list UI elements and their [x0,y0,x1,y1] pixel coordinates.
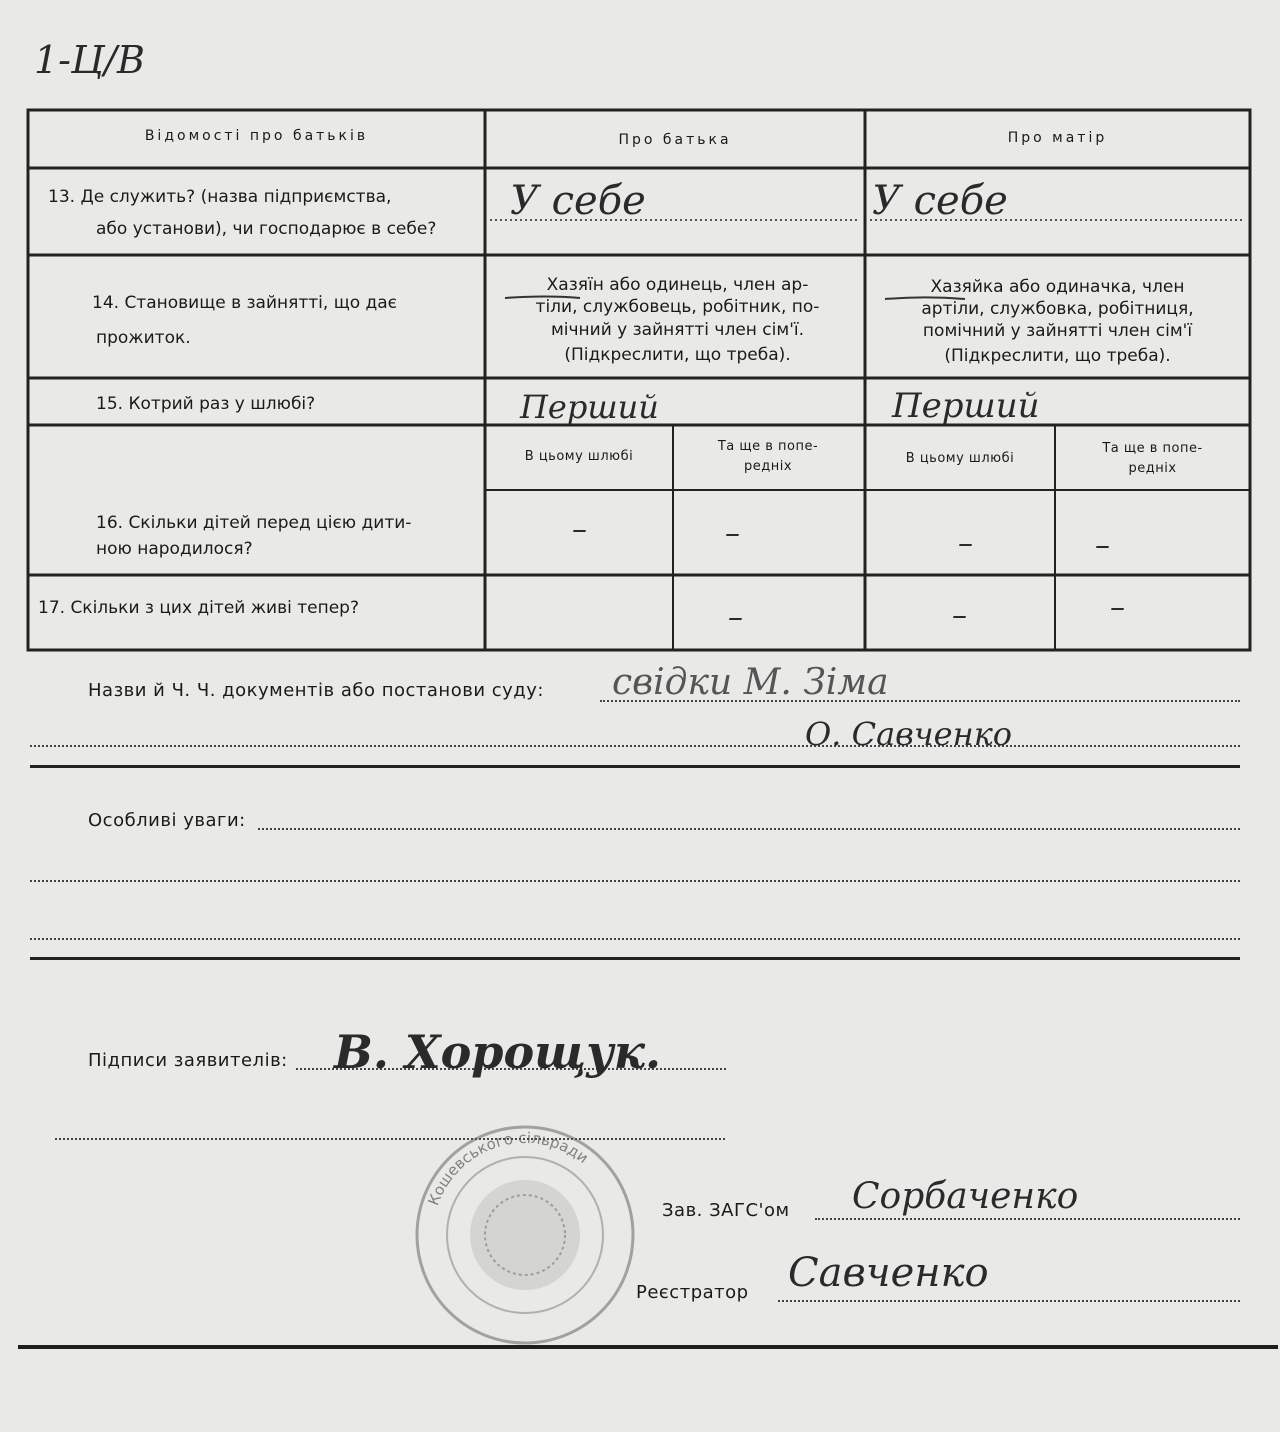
official-stamp [410,1120,640,1350]
row16-father-this-value: – [572,512,587,547]
header-parents-info: Відомості про батьків [144,128,369,144]
applicants-label: Підписи заявителів: [88,1050,288,1071]
row14-father-line3: мічний у зайнятті член сім'ї. [550,320,805,340]
row14-mother-line4: (Підкреслити, що треба). [944,346,1171,366]
documents-witnesses: свідки М. Зіма [612,662,889,703]
row17-question: 17. Скільки з цих дітей живі тепер? [38,598,359,618]
row16-father-prev-line1: Та ще в попе- [717,439,819,454]
row16-father-this-marriage: В цьому шлюбі [524,449,634,464]
remarks-solid-rule [30,957,1240,960]
row13-father-answer: У себе [510,178,646,224]
row13-question-line1: 13. Де служить? (назва підприємства, [48,187,392,207]
row17-mother-this-value: – [952,598,967,633]
row16-father-prev-value: – [725,516,740,551]
row16-father-prev-line2: редніх [743,459,793,474]
row14-father-line1: Хазяїн або одинець, член ар- [546,275,809,295]
header-father: Про батька [618,132,732,148]
bottom-rule [18,1345,1278,1349]
documents-solid-rule [30,765,1240,768]
row16-question-line2: ною народилося? [96,539,253,559]
underline-marks [0,0,1280,420]
row15-father-answer: Перший [520,388,659,426]
row16-question-line1: 16. Скільки дітей перед цією дити- [96,513,412,533]
row16-mother-prev-line1: Та ще в попе- [1102,441,1203,456]
row17-father-prev-value: – [728,600,743,635]
registrar-dotted-line [778,1300,1240,1302]
remarks-dotted-line-1 [258,828,1240,830]
documents-dotted-line-2 [30,745,1240,747]
row15-mother-answer: Перший [892,386,1040,426]
head-zags-label: Зав. ЗАГС'ом [662,1200,790,1221]
row15-question: 15. Котрий раз у шлюбі? [96,394,316,414]
header-mother: Про матір [1007,130,1108,146]
registrar-label: Реєстратор [636,1282,749,1303]
row14-question-line1: 14. Становище в зайнятті, що дає [92,293,398,313]
row17-mother-prev-value: – [1110,590,1125,625]
row16-mother-this-marriage: В цьому шлюбі [905,451,1015,466]
row16-mother-prev-value: – [1095,528,1110,563]
documents-witness-2: О. Савченко [805,715,1013,753]
row14-question-line2: прожиток. [96,328,191,348]
row13-question-line2: або установи), чи господарює в себе? [96,219,437,239]
row13-mother-answer: У себе [872,178,1008,224]
svg-text:Кошевського сільради: Кошевського сільради [424,1128,592,1208]
row14-mother-line3: помічний у зайнятті член сім'ї [922,321,1193,341]
corner-note: 1-Ц/В [34,38,145,82]
applicants-signature: В. Хорощук. [334,1025,661,1079]
row14-mother-line2: артіли, службовка, робітниця, [921,299,1194,319]
head-zags-dotted-line [815,1218,1240,1220]
documents-label: Назви й Ч. Ч. документів або постанови суду: [88,680,544,701]
remarks-dotted-line-2 [30,880,1240,882]
row14-father-line4: (Підкреслити, що треба). [564,345,791,365]
row14-mother-line1: Хазяйка або одиначка, член [930,277,1185,297]
row16-mother-prev-line2: редніх [1128,461,1177,476]
remarks-label: Особливі уваги: [88,810,246,831]
row14-father-line2: тіли, службовець, робітник, по- [535,297,820,317]
registrar-signature: Савченко [788,1250,989,1296]
row16-mother-this-value: – [958,526,973,561]
head-zags-signature: Сорбаченко [852,1176,1079,1217]
remarks-dotted-line-3 [30,938,1240,940]
